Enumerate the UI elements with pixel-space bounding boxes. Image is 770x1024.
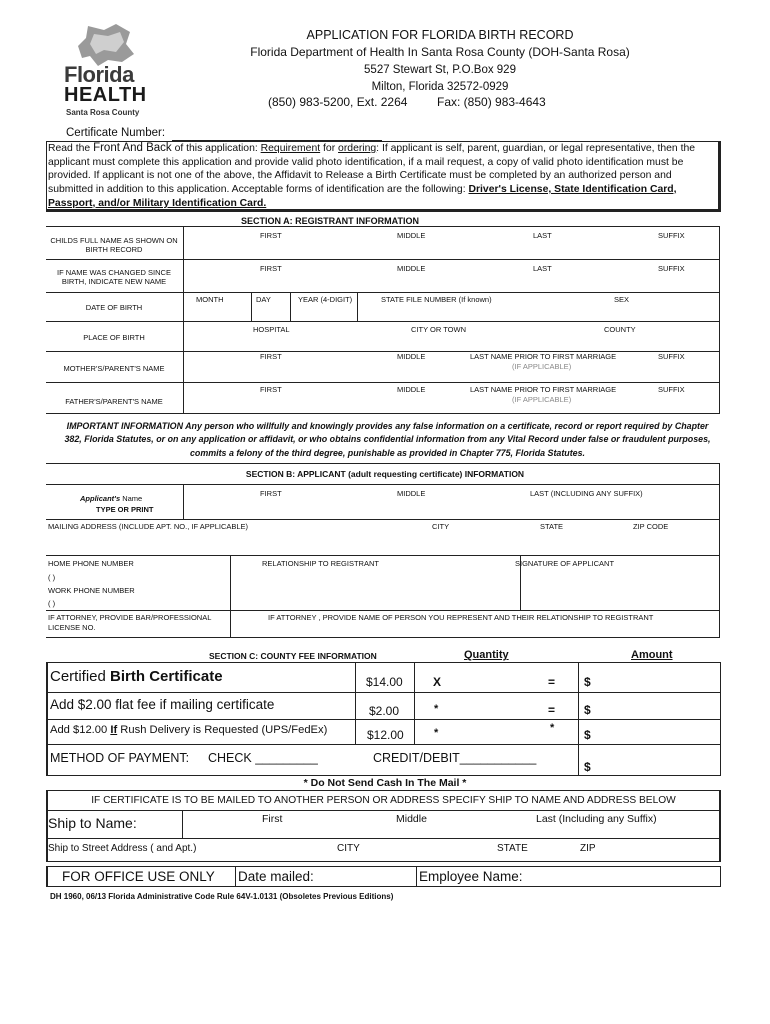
amount-1-dollar[interactable]: $ [584,675,591,689]
child-middle-label: MIDDLE [397,231,426,240]
child-first-label: FIRST [260,231,282,240]
star-3b: * [550,722,555,734]
important-information: IMPORTANT INFORMATION Any person who willfully and knowingly provides any false information on a certificate, record or report required by Chapter 382, Florida Statutes, or on any application or affidavit, or who obtains confidential information from any Vital Record under false or fraudulent purposes, commits a felony of the third degree, punishable as provided in Chapter 775, Florida Statutes. [64,421,711,458]
logo-county: Santa Rosa County [66,108,140,117]
dob-month-label: MONTH [196,295,224,304]
child-last-label: LAST [533,231,552,240]
star-2: * [434,703,439,715]
sex-label: SEX [614,295,630,304]
ship-first-label: First [262,813,283,825]
agency-fax: Fax: (850) 983-4643 [437,95,546,109]
child-name-label: CHILDS FULL NAME AS SHOWN ON BIRTH RECORD [50,236,178,254]
payment-credit[interactable]: CREDIT/DEBIT___________ [373,751,537,765]
father-label: FATHER'S/PARENT'S NAME [65,397,163,406]
new-middle-label: MIDDLE [397,264,426,273]
father-suffix-label: SUFFIX [658,385,685,394]
new-name-field[interactable] [184,273,719,292]
applicant-first-label: FIRST [260,489,282,498]
agency-address1: 5527 Stewart St, P.O.Box 929 [364,64,516,76]
no-cash-notice: * Do Not Send Cash In The Mail * [303,777,467,789]
section-a-title: SECTION A: REGISTRANT INFORMATION [241,216,419,226]
office-use-label: FOR OFFICE USE ONLY [62,869,215,884]
multiply-x: X [433,675,442,689]
mother-label: MOTHER'S/PARENT'S NAME [63,364,165,373]
city-town-label: CITY OR TOWN [411,325,467,334]
form-footer: DH 1960, 06/13 Florida Administrative Code Rule 64V-1.0131 (Obsoletes Previous Editions) [50,892,394,901]
mailing-address-label: MAILING ADDRESS (INCLUDE APT. NO., IF APPLICABLE) [48,522,249,531]
mother-middle-label: MIDDLE [397,352,426,361]
type-or-print: TYPE OR PRINT [96,505,154,514]
dob-label: DATE OF BIRTH [85,303,143,312]
mailing-address-field[interactable] [47,532,719,554]
amount-3-dollar[interactable]: $ [584,728,591,742]
ship-name-field[interactable] [183,824,720,837]
logo-florida: Florida [64,62,134,87]
child-suffix-label: SUFFIX [658,231,685,240]
equals-1: = [548,675,556,689]
section-b-title: SECTION B: APPLICANT (adult requesting certificate) INFORMATION [245,469,525,479]
home-phone-label: HOME PHONE NUMBER [48,559,134,568]
dob-day-label: DAY [256,295,271,304]
name-changed-label: IF NAME WAS CHANGED SINCE BIRTH, INDICATE NEW NAME [57,268,171,286]
rush-fee-label: Add $12.00 If Rush Delivery is Requested (UPS/FedEx) [50,724,328,736]
signature-field[interactable] [521,570,719,609]
work-phone-label: WORK PHONE NUMBER [48,586,135,595]
employee-name-label: Employee Name: [419,869,523,884]
hospital-label: HOSPITAL [253,325,290,334]
ship-zip-label: ZIP [580,843,596,854]
price-rush: $12.00 [367,728,404,742]
equals-2: = [548,703,556,717]
applicant-city-label: CITY [432,522,450,531]
new-suffix-label: SUFFIX [658,264,685,273]
attorney-rep-label: IF ATTORNEY , PROVIDE NAME OF PERSON YOU REPRESENT AND THEIR RELATIONSHIP TO REGISTRANT [268,613,654,622]
agency-phone: (850) 983-5200, Ext. 2264 [268,95,408,109]
section-c-title: SECTION C: COUNTY FEE INFORMATION [209,651,377,661]
new-first-label: FIRST [260,264,282,273]
father-last-prior-label: LAST NAME PRIOR TO FIRST MARRIAGE [470,385,617,394]
county-label: COUNTY [604,325,636,334]
ship-last-label: Last (Including any Suffix) [536,813,657,825]
star-3a: * [434,727,439,739]
quantity-header: Quantity [464,649,509,661]
ship-middle-label: Middle [396,813,427,825]
applicant-state-label: STATE [540,522,564,531]
applicant-name-label: Applicant's Name [80,494,143,503]
mother-if-applicable: (IF APPLICABLE) [512,362,572,371]
father-first-label: FIRST [260,385,282,394]
payment-check[interactable]: CHECK _________ [208,751,318,765]
relationship-label: RELATIONSHIP TO REGISTRANT [262,559,379,568]
mother-first-label: FIRST [260,352,282,361]
state-file-label: STATE FILE NUMBER (If known) [381,295,492,304]
applicant-middle-label: MIDDLE [397,489,426,498]
ship-instruction: IF CERTIFICATE IS TO BE MAILED TO ANOTHER PERSON OR ADDRESS SPECIFY SHIP TO NAME AND ADDRESS BELOW [91,795,676,806]
florida-health-logo [60,22,155,122]
ship-city-label: CITY [337,843,360,854]
attorney-bar-label: IF ATTORNEY, PROVIDE BAR/PROFESSIONAL LICENSE NO. [48,613,212,632]
logo-health: HEALTH [64,84,147,106]
price-mailing: $2.00 [369,704,400,718]
date-mailed-label: Date mailed: [238,869,314,884]
work-phone-paren[interactable]: ( ) [48,599,56,608]
payment-method-label: METHOD OF PAYMENT: [50,751,190,765]
applicant-zip-label: ZIP CODE [633,522,669,531]
home-phone-paren[interactable]: ( ) [48,573,56,582]
certificate-number-label: Certificate Number: [66,127,166,139]
father-if-applicable: (IF APPLICABLE) [512,395,572,404]
agency-address2: Milton, Florida 32572-0929 [371,81,509,93]
amount-total-dollar[interactable]: $ [584,760,591,774]
ship-to-name-label: Ship to Name: [48,815,137,831]
price-certificate: $14.00 [366,675,403,689]
amount-header: Amount [631,649,673,661]
ship-street-label: Ship to Street Address ( and Apt.) [48,843,197,854]
agency-name: Florida Department of Health In Santa Rosa County (DOH-Santa Rosa) [250,45,630,59]
instructions-text: Read the Front And Back of this application: Requirement for ordering: If applicant is self, parent, guardian, or legal representative, then the applicant must complete this application and provide valid photo identification, if a mail request, a copy of valid photo identification must be provided. If applicant is not one of the above, the Affidavit to Release a Birth Certificate must be completed by an authorized person and submitted in addition to this application. Acceptable forms of identification are the following: Driver's License, State Identification Card, Passport, and/or Military Identification Card. [48,142,696,209]
applicant-name-field[interactable] [184,498,719,518]
new-last-label: LAST [533,264,552,273]
signature-label: SIGNATURE OF APPLICANT [515,559,615,568]
applicant-last-label: LAST (INCLUDING ANY SUFFIX) [530,489,643,498]
form-title: APPLICATION FOR FLORIDA BIRTH RECORD [306,28,574,42]
mailing-fee-label: Add $2.00 flat fee if mailing certificate [50,697,275,712]
ship-state-label: STATE [497,843,528,854]
pob-label: PLACE OF BIRTH [83,333,145,342]
amount-2-dollar[interactable]: $ [584,703,591,717]
certified-birth-label: Certified Birth Certificate [50,668,223,685]
mother-suffix-label: SUFFIX [658,352,685,361]
child-name-field[interactable] [184,240,719,259]
mother-last-prior-label: LAST NAME PRIOR TO FIRST MARRIAGE [470,352,617,361]
dob-year-label: YEAR (4-DIGIT) [298,295,353,304]
father-middle-label: MIDDLE [397,385,426,394]
